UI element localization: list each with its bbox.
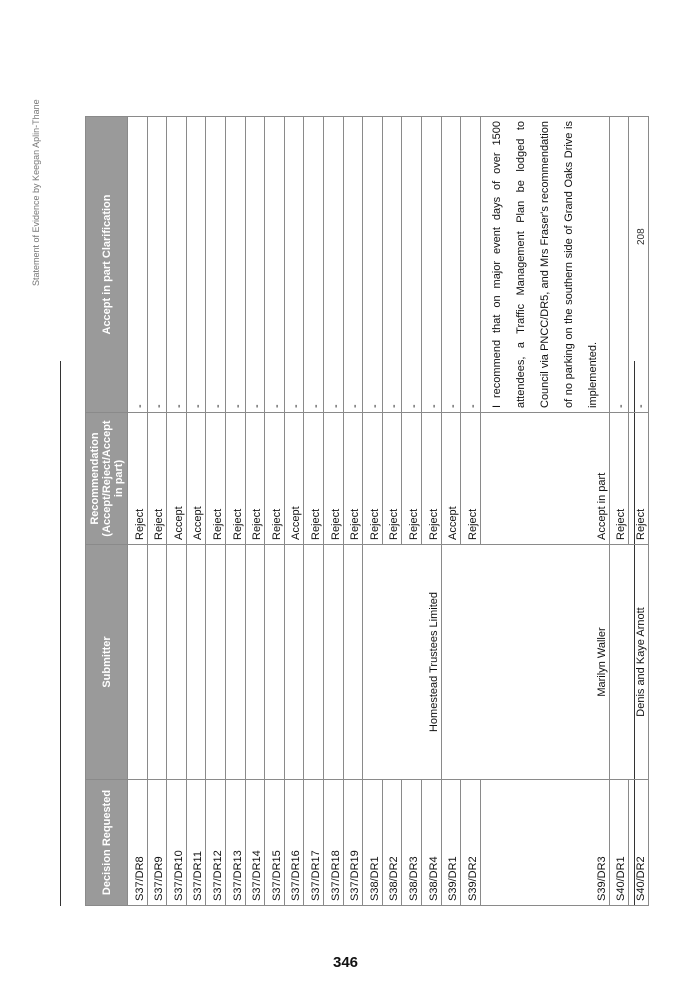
clarification-cell: -: [147, 117, 167, 413]
table-row: [225, 117, 245, 906]
submitter-cell: [265, 545, 285, 780]
table-row: [382, 117, 402, 906]
table-row: [480, 117, 609, 906]
table-row: [421, 117, 441, 906]
recommendation-cell: Reject: [402, 413, 422, 545]
recommendation-cell: Reject: [382, 413, 402, 545]
decision-cell: S37/DR19: [343, 780, 363, 906]
recommendation-cell: Reject: [363, 413, 383, 545]
clarification-cell: I recommend that on major event days of over 1500 attendees, a Traffic Management Plan be lodged to Council via PNCC/DR5, and Mrs Fraser's recommendation of no parking on the southern side of Grand Oaks Drive is implemented.: [480, 117, 609, 413]
submitter-cell: [186, 545, 206, 780]
recommendation-cell: Reject: [245, 413, 265, 545]
clarification-cell: -: [609, 117, 629, 413]
clarification-cell: -: [304, 117, 324, 413]
clarification-cell: -: [245, 117, 265, 413]
clarification-cell: -: [382, 117, 402, 413]
decision-cell: S40/DR1: [609, 780, 629, 906]
table-row: [304, 117, 324, 906]
clarification-cell: -: [284, 117, 304, 413]
recommendation-cell: Reject: [265, 413, 285, 545]
table-row: [461, 117, 481, 906]
recommendation-cell: Accept: [167, 413, 187, 545]
decision-cell: S38/DR3: [402, 780, 422, 906]
recommendation-cell: Reject: [461, 413, 481, 545]
clarification-cell: -: [128, 117, 148, 413]
recommendation-cell: Reject: [343, 413, 363, 545]
recommendation-cell: Reject: [128, 413, 148, 545]
decision-cell: S39/DR2: [461, 780, 481, 906]
page-number-small: 208: [636, 228, 647, 245]
recommendation-cell: Reject: [206, 413, 226, 545]
recommendation-cell: Reject: [629, 413, 649, 545]
header-recommendation: Recommendation (Accept/Reject/Accept in part): [86, 413, 128, 545]
table-row: [265, 117, 285, 906]
submitter-cell: [304, 545, 324, 780]
table-row: [609, 117, 629, 906]
clarification-cell: -: [629, 117, 649, 413]
table-row: [147, 117, 167, 906]
recommendation-cell: Accept in part: [480, 413, 609, 545]
submitter-cell: [167, 545, 187, 780]
decision-cell: S37/DR17: [304, 780, 324, 906]
recommendation-cell: Reject: [323, 413, 343, 545]
page-number-large: 346: [333, 954, 359, 971]
clarification-cell: -: [421, 117, 441, 413]
recommendation-cell: Accept: [441, 413, 461, 545]
submitter-cell-marilyn: Marilyn Waller: [441, 545, 609, 780]
submitter-cell-denis: Denis and Kaye Arnott: [609, 545, 648, 780]
table-row: [245, 117, 265, 906]
submitter-cell: [284, 545, 304, 780]
header-rule: [60, 361, 61, 906]
table-row: [128, 117, 148, 906]
clarification-cell: -: [265, 117, 285, 413]
recommendation-cell: Reject: [421, 413, 441, 545]
recommendation-cell: Reject: [147, 413, 167, 545]
table-row: [167, 117, 187, 906]
decision-cell: S38/DR4: [421, 780, 441, 906]
clarification-cell: -: [363, 117, 383, 413]
submitter-cell: [147, 545, 167, 780]
header-decision: Decision Requested: [86, 780, 128, 906]
clarification-cell: -: [441, 117, 461, 413]
decision-cell: S37/DR12: [206, 780, 226, 906]
table-row: [206, 117, 226, 906]
clarification-cell: -: [343, 117, 363, 413]
clarification-cell: -: [167, 117, 187, 413]
table-row: [363, 117, 383, 906]
submitter-cell: [225, 545, 245, 780]
clarification-cell: -: [323, 117, 343, 413]
clarification-cell: -: [206, 117, 226, 413]
decision-cell: S37/DR11: [186, 780, 206, 906]
submitter-cell: [343, 545, 363, 780]
table-row: [284, 117, 304, 906]
recommendation-cell: Accept: [284, 413, 304, 545]
table-row: [323, 117, 343, 906]
decision-cell: S37/DR9: [147, 780, 167, 906]
recommendation-cell: Reject: [304, 413, 324, 545]
decision-cell: S40/DR2: [629, 780, 649, 906]
decision-cell: S39/DR1: [441, 780, 461, 906]
decision-cell: S37/DR16: [284, 780, 304, 906]
header-clarification: Accept in part Clarification: [86, 117, 128, 413]
table-row: [186, 117, 206, 906]
header-submitter: Submitter: [86, 545, 128, 780]
decision-cell: S37/DR8: [128, 780, 148, 906]
recommendation-cell: Reject: [609, 413, 629, 545]
submitter-cell-homestead: Homestead Trustees Limited: [363, 545, 441, 780]
table-row: [629, 117, 649, 906]
submitter-cell: [245, 545, 265, 780]
header-author-text: Statement of Evidence by Keegan Aplin-Thane: [31, 99, 41, 286]
decision-cell: S38/DR1: [363, 780, 383, 906]
decision-cell: S37/DR15: [265, 780, 285, 906]
table-row: [441, 117, 461, 906]
clarification-cell: -: [225, 117, 245, 413]
submitter-cell: [206, 545, 226, 780]
recommendation-cell: Reject: [225, 413, 245, 545]
decision-cell: S37/DR18: [323, 780, 343, 906]
decision-table: [85, 116, 649, 906]
table-header-row: [86, 117, 128, 906]
clarification-cell: -: [186, 117, 206, 413]
decision-cell: S37/DR13: [225, 780, 245, 906]
decision-cell: S38/DR2: [382, 780, 402, 906]
submitter-cell: [323, 545, 343, 780]
clarification-cell: -: [461, 117, 481, 413]
table-row: [402, 117, 422, 906]
clarification-cell: -: [402, 117, 422, 413]
decision-cell: S39/DR3: [480, 780, 609, 906]
submitter-cell: [128, 545, 148, 780]
table-row: [343, 117, 363, 906]
recommendation-cell: Accept: [186, 413, 206, 545]
decision-cell: S37/DR14: [245, 780, 265, 906]
decision-cell: S37/DR10: [167, 780, 187, 906]
